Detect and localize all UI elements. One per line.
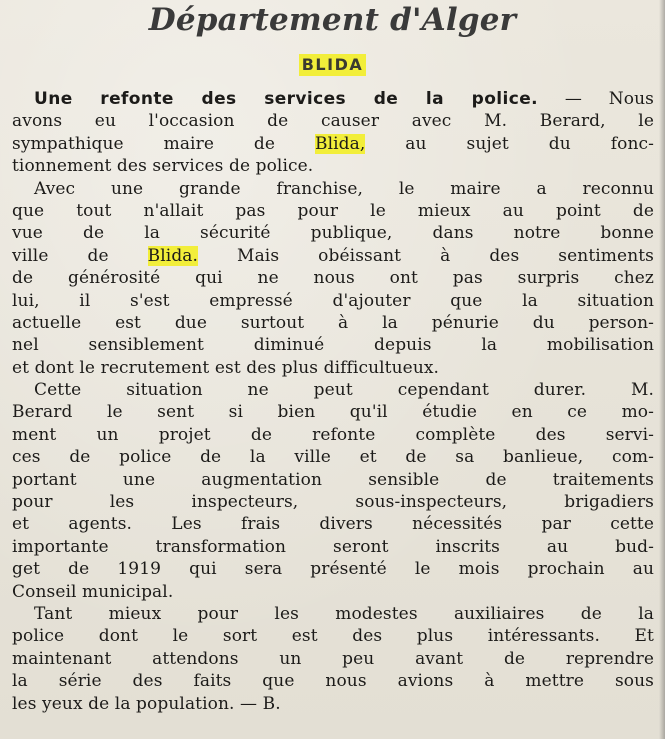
article-line: et agents. Les frais divers nécessités par cette [12, 514, 654, 535]
article-line: get de 1919 qui sera présenté le mois prochain au [12, 559, 654, 580]
article-line: importante transformation seront inscrits au bud- [12, 536, 654, 557]
dateline-label: BLIDA [299, 54, 367, 76]
article-line: sympathique maire de Blida, au sujet du fonc- [12, 133, 654, 154]
highlighted-term: Blida. [147, 245, 199, 266]
article-line: vue de la sécurité publique, dans notre bonne [12, 223, 654, 244]
article-line: ment un projet de refonte complète des servi- [12, 424, 654, 445]
article-line: Tant mieux pour les modestes auxiliaires de la [34, 603, 654, 624]
article-line: ces de police de la ville et de sa banlieue, com- [12, 447, 654, 468]
article-line: maintenant attendons un peu avant de reprendre [12, 648, 654, 669]
article-title: Une refonte des services de la police. [34, 89, 539, 109]
article-line: Une refonte des services de la police. — Nous [34, 89, 654, 109]
dateline [0, 54, 665, 76]
article-line: que tout n'allait pas pour le mieux au point de [12, 200, 654, 221]
article-line: avons eu l'occasion de causer avec M. Berard, le [12, 111, 654, 132]
article-line: nel sensiblement diminué depuis la mobilisation [12, 335, 654, 356]
article-line: les yeux de la population. — B. [12, 693, 281, 714]
article-line: Conseil municipal. [12, 581, 174, 602]
article-line: portant une augmentation sensible de traitements [12, 469, 654, 490]
highlighted-term: Blida, [314, 133, 366, 154]
article-line: tionnement des services de police. [12, 156, 314, 177]
article-line: de générosité qui ne nous ont pas surpris chez [12, 268, 654, 289]
article-body [12, 88, 654, 715]
article-line: Cette situation ne peut cependant durer. M. [34, 380, 654, 401]
page-edge-shadow [659, 0, 665, 739]
article-line: la série des faits que nous avions à mettre sous [12, 671, 654, 692]
article-line: Avec une grande franchise, le maire a reconnu [34, 178, 654, 199]
article-line: Berard le sent si bien qu'il étudie en ce mo- [12, 402, 654, 423]
article-line: et dont le recrutement est des plus difficultueux. [12, 357, 440, 378]
article-line: ville de Blida. Mais obéissant à des sentiments [12, 245, 654, 266]
section-heading: Département d'Alger [148, 2, 517, 38]
article-line: pour les inspecteurs, sous-inspecteurs, brigadiers [12, 492, 654, 513]
article-line: lui, il s'est empressé d'ajouter que la situation [12, 290, 654, 311]
article-line: actuelle est due surtout à la pénurie du person- [12, 312, 654, 333]
article-line: police dont le sort est des plus intéressants. Et [12, 626, 654, 647]
